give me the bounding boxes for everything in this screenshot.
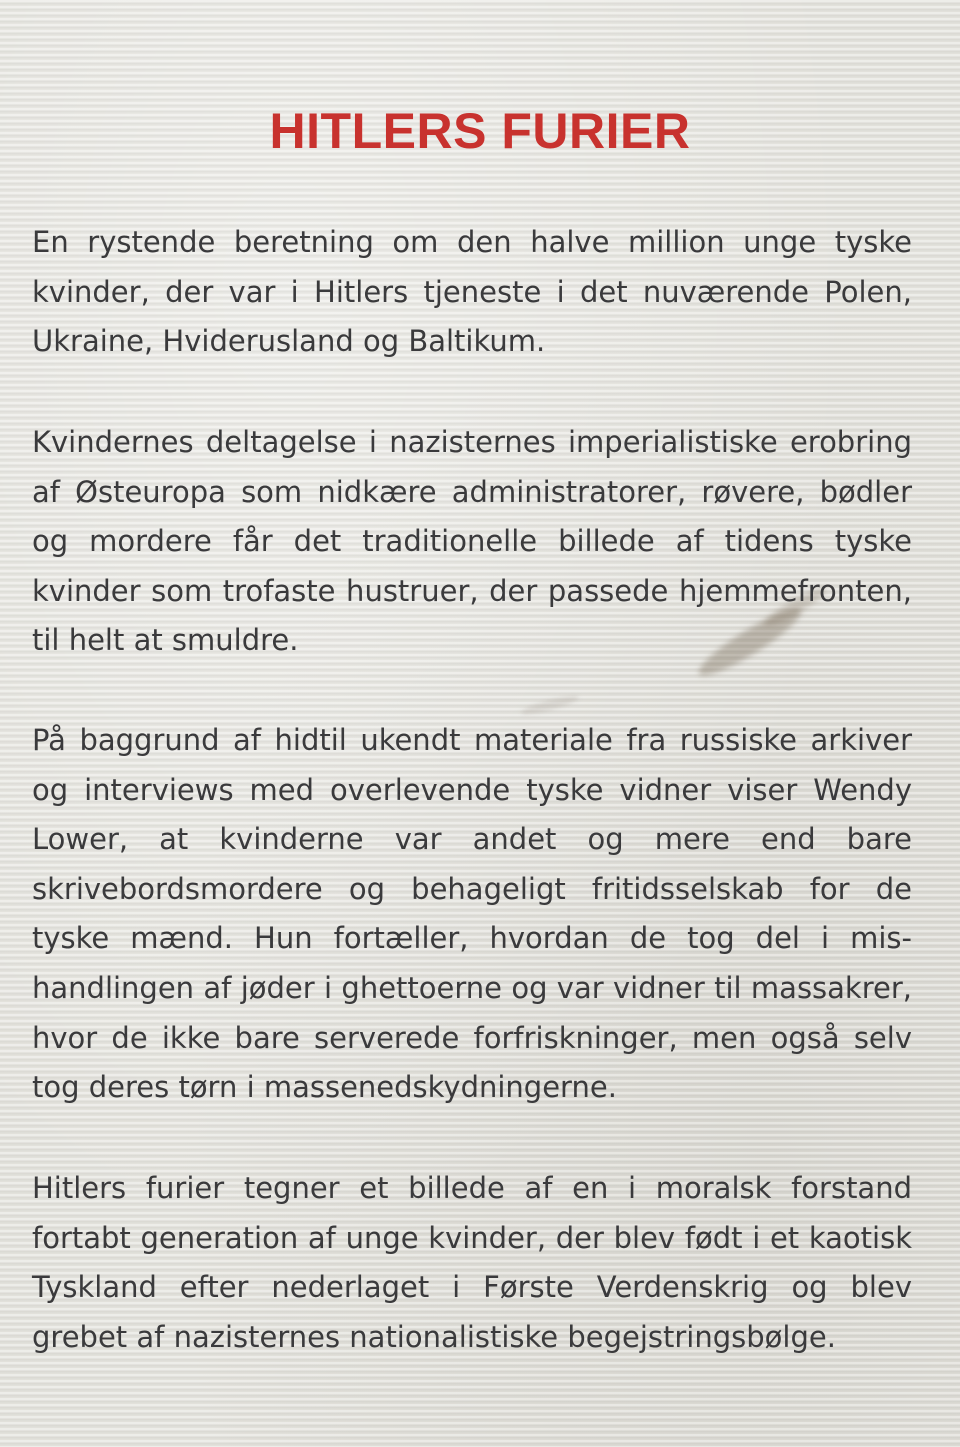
blurb-paragraph-1: En rystende beretning om den halve million unge tyske kvinder, der var i Hitlers tjeneste i det nuværende Polen, Ukraine, Hviderusland og Baltikum. — [32, 225, 912, 359]
book-title: HITLERS FURIER — [269, 103, 691, 159]
scuff-mark — [520, 692, 581, 717]
blurb-paragraph-2: Kvindernes deltagelse i nazisternes imperialistiske erobring af Østeuropa som nidkære administratorer, røvere, bødler og mordere får det traditionelle billede af tidens tyske kvinder som trofaste hustruer, der passede hjemmefronten, til helt at smuldre. — [32, 425, 912, 658]
blurb-paragraph-4: Hitlers furier tegner et billede af en i moralsk forstand fortabt generation af unge kvinder, der blev født i et kaotisk Tyskland efter nederlaget i Første Verdenskrig og blev grebet af nazisternes nationalistiske begejstringsbølge. — [32, 1171, 912, 1354]
blurb-paragraph-3: På baggrund af hidtil ukendt materiale fra russiske arkiver og interviews med overlevende tyske vidner viser Wendy Lower, at kvinderne var andet og mere end bare skrivebordsmordere og behageligt fritidsselskab for de tyske mænd. Hun fortæller, hvordan de tog del i mishandlingen af jøder i ghettoerne og var vidner til massakrer, hvor de ikke bare serverede forfriskninger, men også selv tog deres tørn i massenedskydningerne. — [32, 723, 912, 1105]
